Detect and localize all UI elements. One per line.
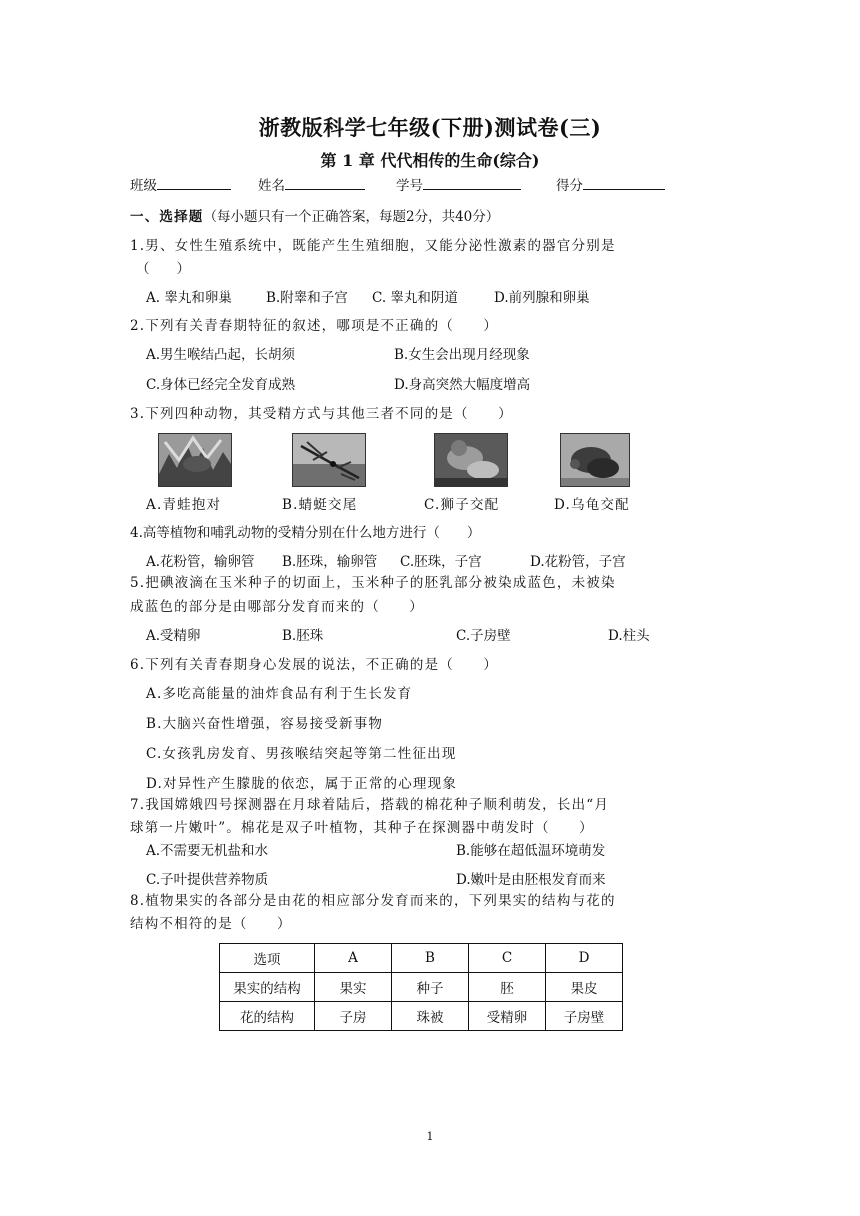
question-4-option-b: B.胚珠，输卵管 xyxy=(282,554,378,570)
question-2-option-b: B.女生会出现月经现象 xyxy=(394,347,530,363)
question-1-stem-line2: （ ） xyxy=(136,261,190,277)
question-3-option-c: C.狮子交配 xyxy=(424,497,500,513)
table-cell: 珠被 xyxy=(392,1002,469,1031)
question-7-option-b: B.能够在超低温环境萌发 xyxy=(456,843,606,859)
table-cell: 受精卵 xyxy=(469,1002,546,1031)
section-title: 一、选择题 xyxy=(130,209,204,225)
question-7-stem-line2: 球第一片嫩叶”。棉花是双子叶植物，其种子在探测器中萌发时（ ） xyxy=(130,820,594,836)
question-3-option-d: D.乌龟交配 xyxy=(554,497,630,513)
question-1-option-d: D.前列腺和卵巢 xyxy=(494,290,590,306)
question-5-option-d: D.柱头 xyxy=(608,628,650,644)
field-score-blank[interactable] xyxy=(583,175,665,190)
dragonfly-photo xyxy=(292,433,366,487)
question-7-option-d: D.嫩叶是由胚根发育而来 xyxy=(456,872,606,888)
field-score-label: 得分 xyxy=(556,178,583,194)
table-row xyxy=(220,973,623,1002)
question-4-option-c: C.胚珠，子宫 xyxy=(400,554,482,570)
section-heading xyxy=(130,208,499,226)
field-id-blank[interactable] xyxy=(423,175,521,190)
question-7-stem-line1: 7.我国嫦娥四号探测器在月球着陆后，搭载的棉花种子顺利萌发，长出“月 xyxy=(130,797,610,813)
question-4-option-d: D.花粉管，子宫 xyxy=(530,554,626,570)
question-3-option-b: B.蜻蜓交尾 xyxy=(282,497,358,513)
question-3-option-a: A.青蛙抱对 xyxy=(146,497,222,513)
field-id-label: 学号 xyxy=(396,178,423,194)
question-4-stem: 4.高等植物和哺乳动物的受精分别在什么地方进行（ ） xyxy=(130,525,481,541)
field-score xyxy=(556,175,665,195)
question-8-stem-line2: 结构不相符的是（ ） xyxy=(130,916,292,932)
field-class xyxy=(130,175,231,195)
section-note: （每小题只有一个正确答案，每题2分，共40分） xyxy=(203,209,500,225)
question-7-option-c: C.子叶提供营养物质 xyxy=(146,872,269,888)
question-2-option-a: A.男生喉结凸起，长胡须 xyxy=(146,347,296,363)
table-cell: D xyxy=(546,944,623,973)
field-class-label: 班级 xyxy=(130,178,157,194)
table-cell: 胚 xyxy=(469,973,546,1002)
question-1-stem-line1: 1.男、女性生殖系统中，既能产生生殖细胞，又能分泌性激素的器官分别是 xyxy=(130,238,616,254)
field-name-blank[interactable] xyxy=(285,175,365,190)
table-cell: 果皮 xyxy=(546,973,623,1002)
page-number: 1 xyxy=(426,1130,434,1143)
question-5-stem-line1: 5.把碘液滴在玉米种子的切面上，玉米种子的胚乳部分被染成蓝色，未被染 xyxy=(130,575,616,591)
question-5-option-a: A.受精卵 xyxy=(146,628,201,644)
page-title: 浙教版科学七年级(下册)测试卷(三) xyxy=(258,115,602,140)
frog-photo xyxy=(158,433,232,487)
table-cell: 花的结构 xyxy=(220,1002,315,1031)
lion-photo xyxy=(434,433,508,487)
table-row xyxy=(220,944,623,973)
question-1-option-b: B.附睾和子宫 xyxy=(266,290,348,306)
question-6-stem: 6.下列有关青春期身心发展的说法，不正确的是（ ） xyxy=(130,657,499,673)
table-cell: 子房壁 xyxy=(546,1002,623,1031)
table-cell: 种子 xyxy=(392,973,469,1002)
question-6-option-c: C.女孩乳房发育、男孩喉结突起等第二性征出现 xyxy=(146,746,457,762)
question-5-option-b: B.胚珠 xyxy=(282,628,324,644)
question-2-option-d: D.身高突然大幅度增高 xyxy=(394,377,531,393)
question-2-option-c: C.身体已经完全发育成熟 xyxy=(146,377,296,393)
question-8-stem-line1: 8.植物果实的各部分是由花的相应部分发育而来的，下列果实的结构与花的 xyxy=(130,893,616,909)
question-8-table xyxy=(219,943,623,1031)
question-7-option-a: A.不需要无机盐和水 xyxy=(146,843,269,859)
field-name-label: 姓名 xyxy=(258,178,285,194)
table-cell: 子房 xyxy=(315,1002,392,1031)
question-5-stem-line2: 成蓝色的部分是由哪部分发育而来的（ ） xyxy=(130,599,424,615)
table-cell: A xyxy=(315,944,392,973)
table-cell: 果实的结构 xyxy=(220,973,315,1002)
field-id xyxy=(396,175,521,195)
page-subtitle: 第 1 章 代代相传的生命(综合) xyxy=(320,151,540,170)
question-2-stem: 2.下列有关青春期特征的叙述，哪项是不正确的（ ） xyxy=(130,318,499,334)
turtle-photo xyxy=(560,433,630,487)
question-6-option-d: D.对异性产生朦胧的依恋，属于正常的心理现象 xyxy=(146,776,458,792)
question-5-option-c: C.子房壁 xyxy=(456,628,511,644)
question-4-option-a: A.花粉管，输卵管 xyxy=(146,554,255,570)
table-cell: B xyxy=(392,944,469,973)
question-1-option-c: C. 睾丸和阴道 xyxy=(372,290,458,306)
question-6-option-a: A.多吃高能量的油炸食品有利于生长发育 xyxy=(146,686,413,702)
table-cell: C xyxy=(469,944,546,973)
question-1-option-a: A. 睾丸和卵巢 xyxy=(146,290,232,306)
field-name xyxy=(258,175,365,195)
table-cell: 选项 xyxy=(220,944,315,973)
question-6-option-b: B.大脑兴奋性增强，容易接受新事物 xyxy=(146,716,384,732)
field-class-blank[interactable] xyxy=(157,175,231,190)
table-row xyxy=(220,1002,623,1031)
table-cell: 果实 xyxy=(315,973,392,1002)
question-3-stem: 3.下列四种动物，其受精方式与其他三者不同的是（ ） xyxy=(130,406,513,422)
